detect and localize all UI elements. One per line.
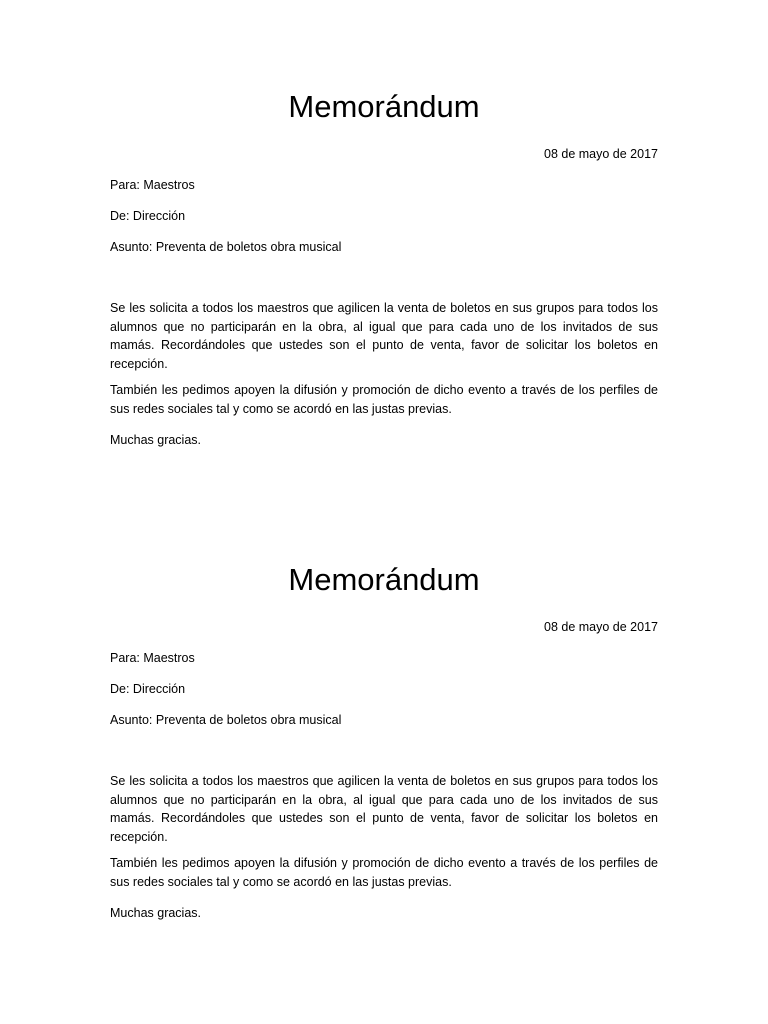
memo-to: Para: Maestros: [110, 178, 195, 192]
memo-closing: Muchas gracias.: [110, 433, 202, 447]
memo-section-1: [110, 86, 658, 448]
memo-subject: Asunto: Preventa de boletos obra musical: [110, 240, 342, 254]
memo-date: 08 de mayo de 2017: [544, 147, 658, 161]
memo-title: Memorándum: [288, 89, 480, 124]
memo-subject: Asunto: Preventa de boletos obra musical: [110, 713, 342, 727]
memo-paragraph: También les pedimos apoyen la difusión y promoción de dicho evento a través de los perfiles de sus redes sociales tal y como se acordó en las justas previas.: [110, 383, 658, 416]
memo-title: Memorándum: [288, 562, 480, 597]
memo-to: Para: Maestros: [110, 651, 195, 665]
memo-paragraph: Se les solicita a todos los maestros que agilicen la venta de boletos en sus grupos para todos los alumnos que no participarán en la obra, al igual que para cada uno de los invitados de sus mamás. Recordándoles que ustedes son el punto de venta, favor de solicitar los boletos en recepción.: [110, 774, 658, 844]
memo-paragraph: Se les solicita a todos los maestros que agilicen la venta de boletos en sus grupos para todos los alumnos que no participarán en la obra, al igual que para cada uno de los invitados de sus mamás. Recordándoles que ustedes son el punto de venta, favor de solicitar los boletos en recepción.: [110, 301, 658, 371]
memo-closing: Muchas gracias.: [110, 906, 202, 920]
memo-paragraph: También les pedimos apoyen la difusión y promoción de dicho evento a través de los perfiles de sus redes sociales tal y como se acordó en las justas previas.: [110, 856, 658, 889]
memo-date: 08 de mayo de 2017: [544, 620, 658, 634]
memo-from: De: Dirección: [110, 682, 186, 696]
memo-from: De: Dirección: [110, 209, 186, 223]
memo-section-2: [110, 559, 658, 921]
